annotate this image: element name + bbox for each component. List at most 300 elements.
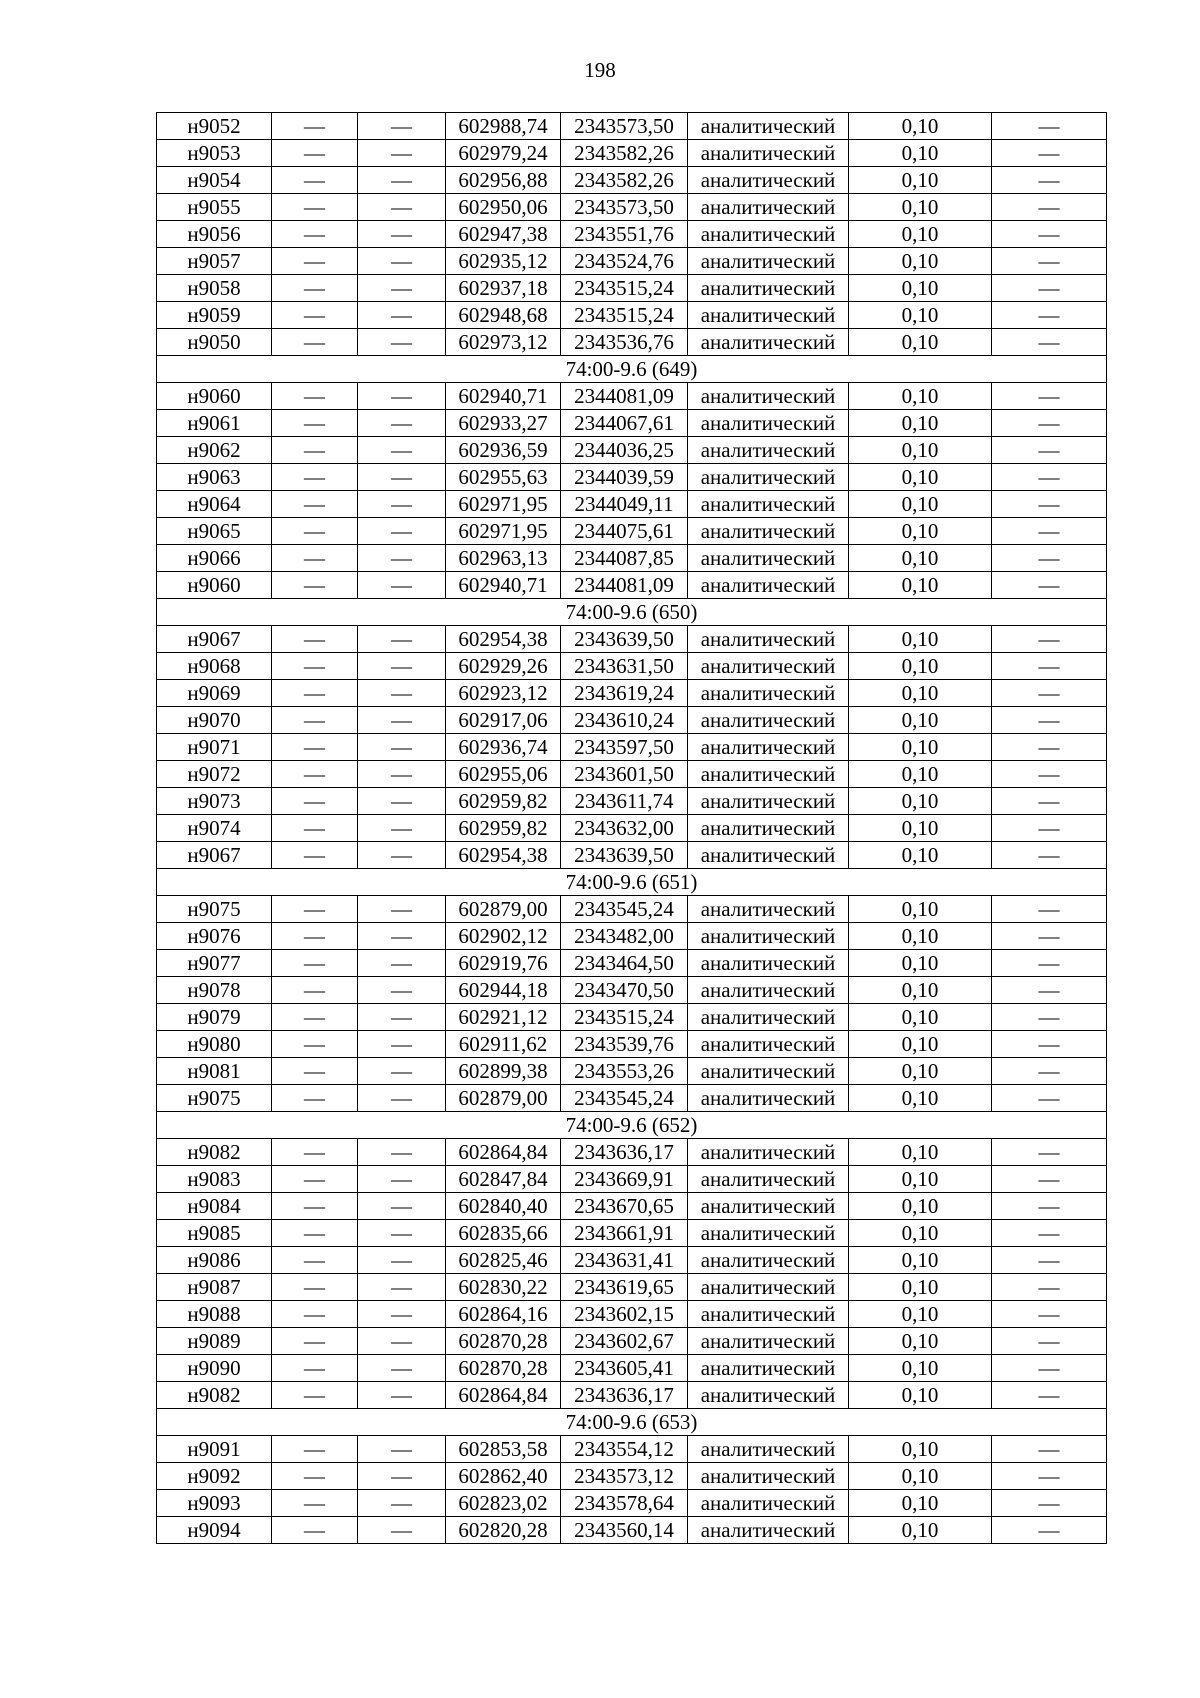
dash-cell: — (272, 275, 358, 302)
dash-cell: — (992, 329, 1107, 356)
dash-cell: — (358, 329, 446, 356)
dash-cell: — (992, 1139, 1107, 1166)
dash-cell: — (272, 1139, 358, 1166)
method-cell: аналитический (688, 1004, 849, 1031)
y-coordinate: 2344067,61 (561, 410, 688, 437)
point-number: н9062 (157, 437, 272, 464)
dash-cell: — (272, 1328, 358, 1355)
point-number: н9089 (157, 1328, 272, 1355)
dash-cell: — (992, 194, 1107, 221)
y-coordinate: 2343639,50 (561, 626, 688, 653)
y-coordinate: 2343619,24 (561, 680, 688, 707)
point-number: н9053 (157, 140, 272, 167)
x-coordinate: 602864,84 (446, 1139, 561, 1166)
y-coordinate: 2343582,26 (561, 140, 688, 167)
method-cell: аналитический (688, 788, 849, 815)
accuracy-cell: 0,10 (849, 923, 992, 950)
accuracy-cell: 0,10 (849, 788, 992, 815)
x-coordinate: 602959,82 (446, 815, 561, 842)
point-number: н9076 (157, 923, 272, 950)
accuracy-cell: 0,10 (849, 518, 992, 545)
dash-cell: — (358, 1058, 446, 1085)
table-row (157, 788, 1107, 815)
accuracy-cell: 0,10 (849, 167, 992, 194)
dash-cell: — (358, 977, 446, 1004)
table-row (157, 545, 1107, 572)
method-cell: аналитический (688, 1382, 849, 1409)
accuracy-cell: 0,10 (849, 842, 992, 869)
accuracy-cell: 0,10 (849, 977, 992, 1004)
method-cell: аналитический (688, 518, 849, 545)
accuracy-cell: 0,10 (849, 545, 992, 572)
accuracy-cell: 0,10 (849, 1517, 992, 1544)
y-coordinate: 2343464,50 (561, 950, 688, 977)
dash-cell: — (992, 1382, 1107, 1409)
dash-cell: — (358, 626, 446, 653)
method-cell: аналитический (688, 113, 849, 140)
dash-cell: — (272, 410, 358, 437)
table-row (157, 1166, 1107, 1193)
x-coordinate: 602954,38 (446, 626, 561, 653)
dash-cell: — (272, 1382, 358, 1409)
table-row (157, 518, 1107, 545)
table-row (157, 1004, 1107, 1031)
x-coordinate: 602870,28 (446, 1328, 561, 1355)
x-coordinate: 602950,06 (446, 194, 561, 221)
y-coordinate: 2343602,67 (561, 1328, 688, 1355)
accuracy-cell: 0,10 (849, 221, 992, 248)
point-number: н9091 (157, 1436, 272, 1463)
dash-cell: — (358, 1355, 446, 1382)
dash-cell: — (272, 1355, 358, 1382)
dash-cell: — (992, 167, 1107, 194)
dash-cell: — (992, 437, 1107, 464)
y-coordinate: 2343545,24 (561, 896, 688, 923)
accuracy-cell: 0,10 (849, 1274, 992, 1301)
method-cell: аналитический (688, 1436, 849, 1463)
dash-cell: — (358, 653, 446, 680)
coordinates-table (156, 112, 1107, 1544)
section-title: 74:00-9.6 (652) (157, 1112, 1107, 1139)
section-title: 74:00-9.6 (650) (157, 599, 1107, 626)
table-row (157, 1031, 1107, 1058)
dash-cell: — (272, 302, 358, 329)
point-number: н9070 (157, 707, 272, 734)
table-row (157, 1139, 1107, 1166)
x-coordinate: 602944,18 (446, 977, 561, 1004)
y-coordinate: 2343597,50 (561, 734, 688, 761)
dash-cell: — (992, 113, 1107, 140)
table-row (157, 1463, 1107, 1490)
dash-cell: — (272, 1436, 358, 1463)
y-coordinate: 2343670,65 (561, 1193, 688, 1220)
accuracy-cell: 0,10 (849, 653, 992, 680)
dash-cell: — (992, 788, 1107, 815)
method-cell: аналитический (688, 140, 849, 167)
table-row (157, 140, 1107, 167)
accuracy-cell: 0,10 (849, 329, 992, 356)
y-coordinate: 2343619,65 (561, 1274, 688, 1301)
y-coordinate: 2344036,25 (561, 437, 688, 464)
dash-cell: — (272, 788, 358, 815)
dash-cell: — (992, 1463, 1107, 1490)
method-cell: аналитический (688, 248, 849, 275)
method-cell: аналитический (688, 680, 849, 707)
accuracy-cell: 0,10 (849, 1436, 992, 1463)
x-coordinate: 602902,12 (446, 923, 561, 950)
dash-cell: — (272, 626, 358, 653)
dash-cell: — (272, 896, 358, 923)
point-number: н9067 (157, 626, 272, 653)
dash-cell: — (992, 923, 1107, 950)
table-row (157, 1355, 1107, 1382)
y-coordinate: 2343545,24 (561, 1085, 688, 1112)
method-cell: аналитический (688, 815, 849, 842)
dash-cell: — (272, 653, 358, 680)
point-number: н9075 (157, 1085, 272, 1112)
dash-cell: — (272, 950, 358, 977)
dash-cell: — (272, 1004, 358, 1031)
y-coordinate: 2343661,91 (561, 1220, 688, 1247)
method-cell: аналитический (688, 545, 849, 572)
x-coordinate: 602862,40 (446, 1463, 561, 1490)
point-number: н9059 (157, 302, 272, 329)
y-coordinate: 2343515,24 (561, 302, 688, 329)
point-number: н9061 (157, 410, 272, 437)
table-row (157, 113, 1107, 140)
method-cell: аналитический (688, 1247, 849, 1274)
point-number: н9073 (157, 788, 272, 815)
method-cell: аналитический (688, 653, 849, 680)
dash-cell: — (272, 464, 358, 491)
y-coordinate: 2344081,09 (561, 383, 688, 410)
method-cell: аналитический (688, 923, 849, 950)
x-coordinate: 602979,24 (446, 140, 561, 167)
dash-cell: — (992, 464, 1107, 491)
accuracy-cell: 0,10 (849, 1004, 992, 1031)
x-coordinate: 602830,22 (446, 1274, 561, 1301)
table-row (157, 626, 1107, 653)
method-cell: аналитический (688, 1490, 849, 1517)
y-coordinate: 2343515,24 (561, 1004, 688, 1031)
dash-cell: — (272, 680, 358, 707)
point-number: н9083 (157, 1166, 272, 1193)
dash-cell: — (272, 329, 358, 356)
y-coordinate: 2343515,24 (561, 275, 688, 302)
dash-cell: — (358, 491, 446, 518)
y-coordinate: 2343632,00 (561, 815, 688, 842)
dash-cell: — (992, 1355, 1107, 1382)
point-number: н9085 (157, 1220, 272, 1247)
dash-cell: — (992, 680, 1107, 707)
method-cell: аналитический (688, 1031, 849, 1058)
dash-cell: — (272, 194, 358, 221)
y-coordinate: 2344075,61 (561, 518, 688, 545)
table-row (157, 977, 1107, 1004)
y-coordinate: 2343669,91 (561, 1166, 688, 1193)
accuracy-cell: 0,10 (849, 626, 992, 653)
point-number: н9074 (157, 815, 272, 842)
dash-cell: — (992, 815, 1107, 842)
point-number: н9067 (157, 842, 272, 869)
accuracy-cell: 0,10 (849, 680, 992, 707)
dash-cell: — (272, 815, 358, 842)
x-coordinate: 602923,12 (446, 680, 561, 707)
table-row (157, 464, 1107, 491)
dash-cell: — (992, 248, 1107, 275)
method-cell: аналитический (688, 167, 849, 194)
accuracy-cell: 0,10 (849, 896, 992, 923)
dash-cell: — (358, 275, 446, 302)
x-coordinate: 602911,62 (446, 1031, 561, 1058)
dash-cell: — (358, 842, 446, 869)
accuracy-cell: 0,10 (849, 437, 992, 464)
table-row (157, 1490, 1107, 1517)
dash-cell: — (358, 248, 446, 275)
table-row (157, 950, 1107, 977)
x-coordinate: 602963,13 (446, 545, 561, 572)
point-number: н9055 (157, 194, 272, 221)
method-cell: аналитический (688, 950, 849, 977)
dash-cell: — (992, 1166, 1107, 1193)
dash-cell: — (358, 1193, 446, 1220)
dash-cell: — (358, 140, 446, 167)
dash-cell: — (358, 707, 446, 734)
point-number: н9080 (157, 1031, 272, 1058)
dash-cell: — (358, 923, 446, 950)
accuracy-cell: 0,10 (849, 1382, 992, 1409)
table-row (157, 761, 1107, 788)
table-row (157, 653, 1107, 680)
section-title: 74:00-9.6 (649) (157, 356, 1107, 383)
accuracy-cell: 0,10 (849, 383, 992, 410)
y-coordinate: 2343553,26 (561, 1058, 688, 1085)
method-cell: аналитический (688, 1139, 849, 1166)
accuracy-cell: 0,10 (849, 302, 992, 329)
dash-cell: — (272, 707, 358, 734)
dash-cell: — (272, 140, 358, 167)
point-number: н9057 (157, 248, 272, 275)
section-row (157, 356, 1107, 383)
x-coordinate: 602959,82 (446, 788, 561, 815)
dash-cell: — (358, 464, 446, 491)
x-coordinate: 602954,38 (446, 842, 561, 869)
accuracy-cell: 0,10 (849, 491, 992, 518)
table-row (157, 923, 1107, 950)
dash-cell: — (358, 167, 446, 194)
y-coordinate: 2344081,09 (561, 572, 688, 599)
x-coordinate: 602820,28 (446, 1517, 561, 1544)
table-row (157, 734, 1107, 761)
dash-cell: — (992, 734, 1107, 761)
dash-cell: — (358, 1220, 446, 1247)
accuracy-cell: 0,10 (849, 1247, 992, 1274)
table-row (157, 491, 1107, 518)
dash-cell: — (992, 221, 1107, 248)
dash-cell: — (272, 545, 358, 572)
dash-cell: — (992, 1328, 1107, 1355)
point-number: н9064 (157, 491, 272, 518)
y-coordinate: 2344087,85 (561, 545, 688, 572)
method-cell: аналитический (688, 1220, 849, 1247)
section-row (157, 1409, 1107, 1436)
y-coordinate: 2343470,50 (561, 977, 688, 1004)
method-cell: аналитический (688, 491, 849, 518)
accuracy-cell: 0,10 (849, 113, 992, 140)
x-coordinate: 602935,12 (446, 248, 561, 275)
dash-cell: — (358, 1517, 446, 1544)
x-coordinate: 602879,00 (446, 896, 561, 923)
accuracy-cell: 0,10 (849, 761, 992, 788)
method-cell: аналитический (688, 302, 849, 329)
x-coordinate: 602917,06 (446, 707, 561, 734)
point-number: н9075 (157, 896, 272, 923)
table-row (157, 1220, 1107, 1247)
method-cell: аналитический (688, 1085, 849, 1112)
method-cell: аналитический (688, 734, 849, 761)
method-cell: аналитический (688, 1058, 849, 1085)
table-row (157, 815, 1107, 842)
method-cell: аналитический (688, 896, 849, 923)
y-coordinate: 2343551,76 (561, 221, 688, 248)
dash-cell: — (992, 1436, 1107, 1463)
point-number: н9077 (157, 950, 272, 977)
dash-cell: — (358, 113, 446, 140)
dash-cell: — (272, 977, 358, 1004)
point-number: н9088 (157, 1301, 272, 1328)
dash-cell: — (358, 1382, 446, 1409)
dash-cell: — (272, 221, 358, 248)
dash-cell: — (272, 842, 358, 869)
table-row (157, 680, 1107, 707)
table-row (157, 1328, 1107, 1355)
accuracy-cell: 0,10 (849, 707, 992, 734)
dash-cell: — (992, 491, 1107, 518)
x-coordinate: 602936,59 (446, 437, 561, 464)
dash-cell: — (272, 1463, 358, 1490)
table-row (157, 194, 1107, 221)
section-title: 74:00-9.6 (653) (157, 1409, 1107, 1436)
dash-cell: — (992, 410, 1107, 437)
accuracy-cell: 0,10 (849, 1193, 992, 1220)
y-coordinate: 2343536,76 (561, 329, 688, 356)
point-number: н9081 (157, 1058, 272, 1085)
dash-cell: — (272, 518, 358, 545)
table-body (157, 113, 1107, 1544)
x-coordinate: 602956,88 (446, 167, 561, 194)
dash-cell: — (272, 1220, 358, 1247)
y-coordinate: 2343573,12 (561, 1463, 688, 1490)
y-coordinate: 2343631,41 (561, 1247, 688, 1274)
dash-cell: — (358, 1004, 446, 1031)
point-number: н9071 (157, 734, 272, 761)
point-number: н9068 (157, 653, 272, 680)
accuracy-cell: 0,10 (849, 950, 992, 977)
point-number: н9087 (157, 1274, 272, 1301)
dash-cell: — (992, 545, 1107, 572)
point-number: н9082 (157, 1382, 272, 1409)
x-coordinate: 602899,38 (446, 1058, 561, 1085)
dash-cell: — (358, 1274, 446, 1301)
method-cell: аналитический (688, 842, 849, 869)
dash-cell: — (358, 1301, 446, 1328)
table-row (157, 1058, 1107, 1085)
y-coordinate: 2343639,50 (561, 842, 688, 869)
point-number: н9060 (157, 572, 272, 599)
x-coordinate: 602948,68 (446, 302, 561, 329)
table-row (157, 275, 1107, 302)
accuracy-cell: 0,10 (849, 1139, 992, 1166)
x-coordinate: 602919,76 (446, 950, 561, 977)
page-number: 198 (584, 58, 616, 82)
table-row (157, 842, 1107, 869)
dash-cell: — (272, 1274, 358, 1301)
y-coordinate: 2343582,26 (561, 167, 688, 194)
dash-cell: — (272, 1301, 358, 1328)
dash-cell: — (992, 1004, 1107, 1031)
x-coordinate: 602955,06 (446, 761, 561, 788)
method-cell: аналитический (688, 1517, 849, 1544)
accuracy-cell: 0,10 (849, 1463, 992, 1490)
dash-cell: — (358, 1166, 446, 1193)
x-coordinate: 602847,84 (446, 1166, 561, 1193)
dash-cell: — (358, 1490, 446, 1517)
table-row (157, 1193, 1107, 1220)
table-row (157, 1085, 1107, 1112)
dash-cell: — (358, 680, 446, 707)
point-number: н9054 (157, 167, 272, 194)
y-coordinate: 2343524,76 (561, 248, 688, 275)
dash-cell: — (272, 491, 358, 518)
accuracy-cell: 0,10 (849, 248, 992, 275)
y-coordinate: 2344039,59 (561, 464, 688, 491)
dash-cell: — (992, 383, 1107, 410)
x-coordinate: 602933,27 (446, 410, 561, 437)
accuracy-cell: 0,10 (849, 194, 992, 221)
table-row (157, 1301, 1107, 1328)
dash-cell: — (992, 1220, 1107, 1247)
accuracy-cell: 0,10 (849, 1355, 992, 1382)
accuracy-cell: 0,10 (849, 734, 992, 761)
point-number: н9078 (157, 977, 272, 1004)
y-coordinate: 2343602,15 (561, 1301, 688, 1328)
y-coordinate: 2343631,50 (561, 653, 688, 680)
dash-cell: — (992, 950, 1107, 977)
table-row (157, 329, 1107, 356)
dash-cell: — (358, 896, 446, 923)
dash-cell: — (992, 1085, 1107, 1112)
accuracy-cell: 0,10 (849, 1031, 992, 1058)
point-number: н9060 (157, 383, 272, 410)
dash-cell: — (358, 194, 446, 221)
y-coordinate: 2343573,50 (561, 194, 688, 221)
dash-cell: — (992, 1193, 1107, 1220)
point-number: н9065 (157, 518, 272, 545)
method-cell: аналитический (688, 1463, 849, 1490)
dash-cell: — (272, 167, 358, 194)
dash-cell: — (992, 1301, 1107, 1328)
accuracy-cell: 0,10 (849, 1166, 992, 1193)
point-number: н9090 (157, 1355, 272, 1382)
method-cell: аналитический (688, 410, 849, 437)
dash-cell: — (272, 383, 358, 410)
table-row (157, 248, 1107, 275)
dash-cell: — (272, 1490, 358, 1517)
table-row (157, 437, 1107, 464)
x-coordinate: 602971,95 (446, 491, 561, 518)
x-coordinate: 602973,12 (446, 329, 561, 356)
dash-cell: — (358, 1463, 446, 1490)
